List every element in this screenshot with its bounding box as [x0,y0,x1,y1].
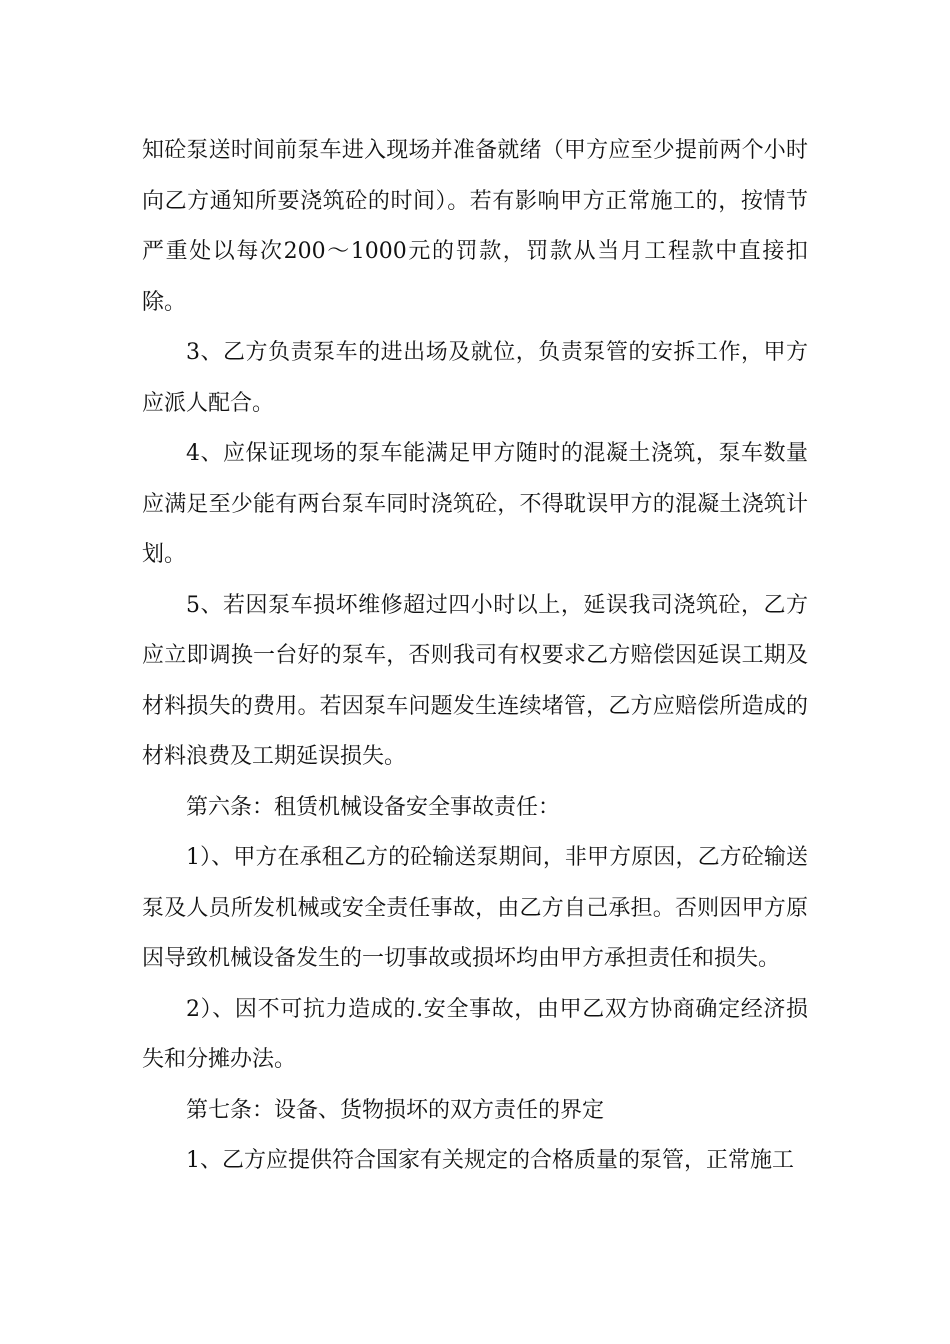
paragraph-2: 3、乙方负责泵车的进出场及就位，负责泵管的安拆工作，甲方应派人配合。 [142,340,808,416]
paragraph-3: 4、应保证现场的泵车能满足甲方随时的混凝土浇筑，泵车数量应满足至少能有两台泵车同时浇筑砼，不得耽误甲方的混凝土浇筑计划。 [142,441,808,567]
paragraph-4: 5、若因泵车损坏维修超过四小时以上，延误我司浇筑砼，乙方应立即调换一台好的泵车，否则我司有权要求乙方赔偿因延误工期及材料损失的费用。若因泵车问题发生连续堵管，乙方应赔偿所造成的材料浪费及工期延误损失。 [142,592,808,769]
document-body [142,126,808,1187]
paragraph-9: 1、乙方应提供符合国家有关规定的合格质量的泵管，正常施工 [186,1148,794,1173]
paragraph-8: 第七条：设备、货物损坏的双方责任的界定 [186,1097,605,1123]
paragraph-5: 第六条：租赁机械设备安全事故责任： [186,794,561,820]
paragraph-7: 2）、因不可抗力造成的.安全事故，由甲乙双方协商确定经济损失和分摊办法。 [142,996,808,1072]
paragraph-6: 1）、甲方在承租乙方的砼输送泵期间，非甲方原因，乙方砼输送泵及人员所发机械或安全责任事故，由乙方自己承担。否则因甲方原因导致机械设备发生的一切事故或损坏均由甲方承担责任和损失。 [142,845,808,971]
paragraph-1: 知砼泵送时间前泵车进入现场并准备就绪（甲方应至少提前两个小时向乙方通知所要浇筑砼的时间）。若有影响甲方正常施工的，按情节严重处以每次200～1000元的罚款，罚款从当月工程款中直接扣除。 [142,138,808,315]
